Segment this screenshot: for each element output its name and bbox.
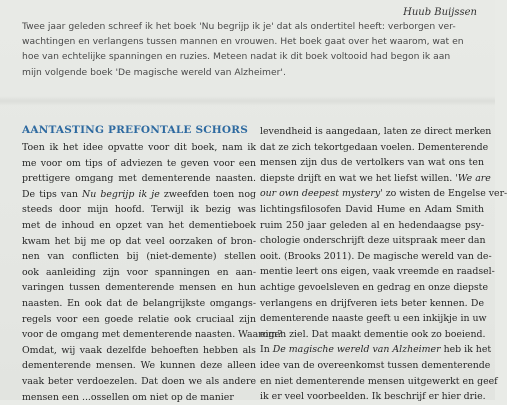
right-column-text (260, 124, 484, 405)
right-column-line: achtige gevoelsleven en gedrag en onze diepste (260, 280, 484, 296)
italic-title: De magische wereld van Alzheimer (273, 344, 441, 355)
left-column-line: met de inhoud en opzet van het dementieboek (22, 218, 256, 234)
left-column-line: Toen ik het idee opvatte voor dit boek, nam ik (22, 140, 256, 156)
right-column-line: In De magische wereld van Alzheimer heb ik het (260, 342, 484, 358)
left-column-line: De tips van Nu begrijp ik je zweefden toen nog (22, 187, 256, 203)
intro-line: Twee jaar geleden schreef ik het boek 'Nu begrijp ik je' dat als ondertitel heeft: verborgen ver- (22, 19, 482, 34)
left-column-line: steeds door mijn hoofd. Terwijl ik bezig was (22, 202, 256, 218)
left-column-line: prettigere omgang met dementerende naasten. (22, 171, 256, 187)
left-column-line: Omdat, wij vaak dezelfde behoeften hebben als (22, 343, 256, 359)
intro-line: wachtingen en verlangens tussen mannen en vrouwen. Het boek gaat over het waarom, wat en (22, 34, 482, 49)
right-column-line: mentie leert ons eigen, vaak vreemde en raadsel- (260, 264, 484, 280)
right-column-line: levendheid is aangedaan, laten ze direct merken (260, 124, 484, 140)
italic-title: Nu begrijp ik je (82, 189, 160, 200)
left-column-line: dementerende mensen. We kunnen deze alleen (22, 358, 256, 374)
right-column-line: our own deepest mystery' zo wisten de Engelse ver- (260, 186, 484, 202)
left-column-line: mensen een ...ossellen om niet op de manier (22, 390, 256, 405)
right-column-line: ooit. (Brooks 2011). De magische wereld van de- (260, 249, 484, 265)
running-header-author: Huub Buijssen (403, 7, 477, 18)
left-column-line: kwam het bij me op dat veel oorzaken of bron- (22, 234, 256, 250)
right-column-line: mensen zijn dus de vertolkers van wat ons ten (260, 155, 484, 171)
intro-line: mijn volgende boek 'De magische wereld van Alzheimer'. (22, 65, 482, 80)
left-column-line: vaak beter verdoezelen. Dat doen we als andere (22, 374, 256, 390)
right-column-line: diepste drijft en wat we het liefst willen. 'We are (260, 171, 484, 187)
italic-title: our own deepest mystery (260, 188, 380, 199)
left-column-line: nen van conflicten bij (niet-demente) stellen (22, 249, 256, 265)
left-column-line: regels voor een goede relatie ook cruciaal zijn (22, 312, 256, 328)
right-column-line: lichtingsfilosofen David Hume en Adam Smith (260, 202, 484, 218)
left-column-line: ook aanleiding zijn voor spanningen en aan- (22, 265, 256, 281)
right-column-line: ruim 250 jaar geleden al en hedendaagse psy- (260, 218, 484, 234)
left-column-line: varingen tussen dementerende mensen en hun (22, 280, 256, 296)
right-column-line: en niet dementerende mensen uitgewerkt en geef (260, 374, 484, 390)
italic-title: We are (458, 173, 491, 184)
right-column-line: dat ze zich tekortgedaan voelen. Dementerende (260, 140, 484, 156)
right-column-line: verlangens en drijfveren iets beter kennen. De (260, 296, 484, 312)
left-column-line: voor de omgang met dementerende naasten. Waarom? (22, 327, 256, 343)
right-column-line: dementerende naaste geeft u een inkijkje in uw (260, 311, 484, 327)
left-column-line: me voor om tips of adviezen te geven voor een (22, 156, 256, 172)
page-crease (0, 96, 495, 106)
left-column-line: naasten. En ook dat de belangrijkste omgangs- (22, 296, 256, 312)
right-column-line: idee van de overeenkomst tussen dementerende (260, 358, 484, 374)
right-column-line: ik er veel voorbeelden. Ik beschrijf er hier drie. (260, 389, 484, 405)
intro-paragraph (22, 19, 482, 80)
section-heading: AANTASTING PREFONTALE SCHORS (22, 124, 248, 136)
right-column-line: eigen ziel. Dat maakt dementie ook zo boeiend. (260, 327, 484, 343)
intro-line: hoe van echtelijke spanningen en ruzies. Meteen nadat ik dit boek voltooid had begon ik aan (22, 49, 482, 64)
left-column-text (22, 140, 256, 405)
right-column-line: chologie onderschrijft deze uitspraak meer dan (260, 233, 484, 249)
